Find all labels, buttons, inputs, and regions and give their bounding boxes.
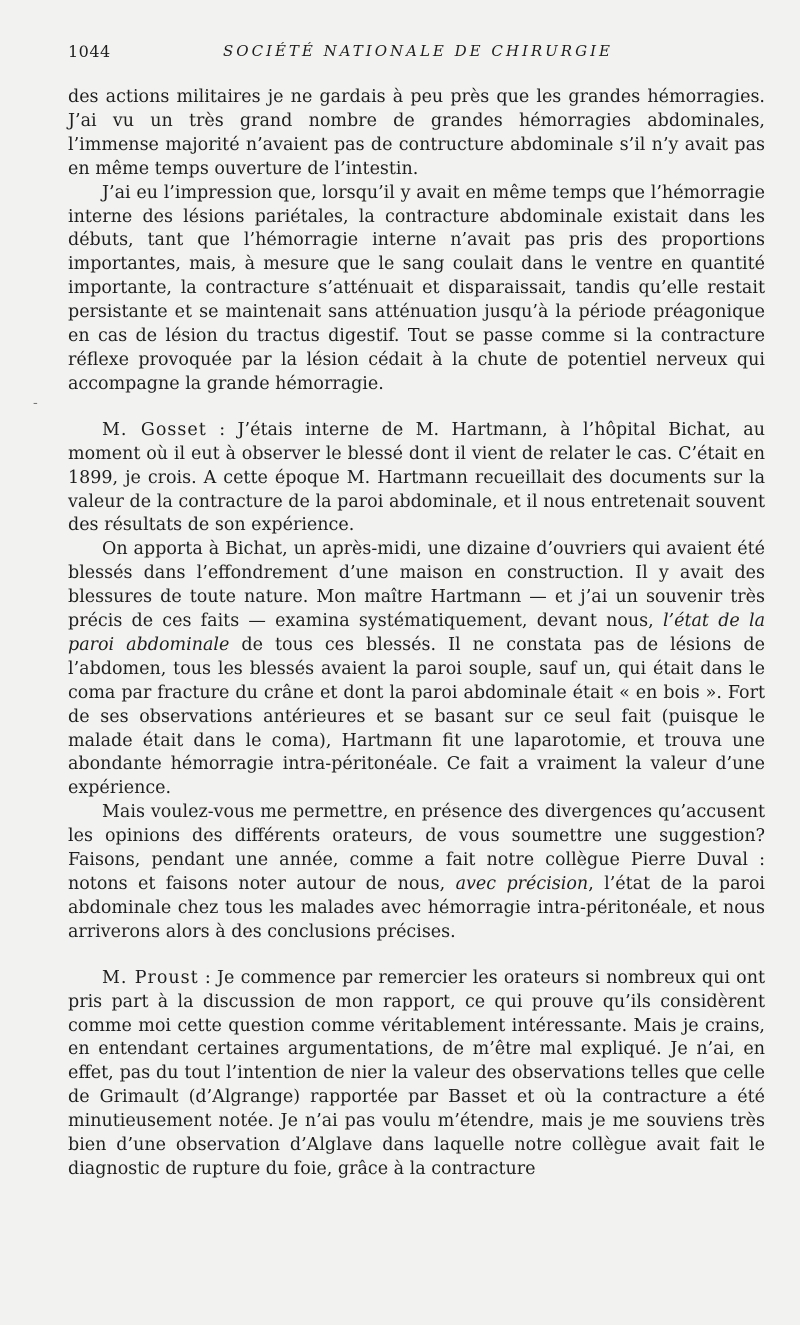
margin-dash: - — [33, 395, 38, 411]
speaker-gosset: M. Gosset — [102, 419, 207, 440]
page-number: 1044 — [68, 42, 111, 61]
paragraph-4-part-b: de tous ces blessés. Il ne constata pas de lésions de l’abdomen, tous les blessés avaient la paroi souple, sauf un, qui était dans le coma par fracture du crâne et dont la paroi abdominale était « en bois ». Fort de ses observations antérieures et se basant sur ce seul fait (puisque le malade était dans le coma), Hartmann fit une laparotomie, et trouva une abondante hémorragie intra-péritonéale. Ce fait a vraiment la valeur d’une expérience. — [68, 634, 765, 799]
paragraph-5 — [68, 801, 765, 944]
paragraph-4 — [68, 538, 765, 801]
paragraph-4-emphasis: l’état de la paroi abdominale — [68, 611, 766, 655]
gosset-text: : J’étais interne de M. Hartmann, à l’hôpital Bichat, au moment où il eut à observer le blessé dont il vient de relater le cas. C’était en 1899, je crois. A cette époque M. Hartmann recueillait des documents sur la valeur de la contracture de la paroi abdominale, et il nous entretenait souvent des résultats de son expérience. — [68, 419, 765, 536]
paragraph-4-part-a: On apporta à Bichat, un après-midi, une dizaine d’ouvriers qui avaient été blessés dans l’effondrement d’une maison en construction. Il y avait des blessures de toute nature. Mon maître Hartmann — et j’ai un souvenir très précis de ces faits — examina systématiquement, devant nous, — [68, 539, 765, 632]
speaker-proust: M. Proust — [102, 967, 199, 988]
proust-text: : Je commence par remercier les orateurs si nombreux qui ont pris part à la discussion de mon rapport, ce qui prouve qu’ils considèrent comme moi cette question comme véritablement intéressante. Mais je crains, en entendant certaines argumentations, de m’être mal expliqué. Je n’ai, en effet, pas du tout l’intention de nier la valeur des observations telles que celle de Grimault (d’Algrange) rapportée par Basset et où la contracture a été minutieusement notée. Je n’ai pas voulu m’étendre, mais je me souviens très bien d’une observation d’Alglave dans laquelle notre collègue avait fait le diagnostic de rupture du foie, grâce à la contracture — [68, 967, 766, 1179]
running-head: SOCIÉTÉ NATIONALE DE CHIRURGIE — [223, 42, 613, 60]
paragraph-1: des actions militaires je ne gardais à peu près que les grandes hémorragies. J’ai vu un très grand nombre de grandes hémorragies abdominales, l’immense majorité n’avaient pas de contructure abdominale s’il n’y avait pas en même temps ouverture de l’intestin. — [68, 87, 765, 179]
paragraph-2: J’ai eu l’impression que, lorsqu’il y avait en même temps que l’hémorragie interne des lésions pariétales, la contracture abdominale existait dans les débuts, tant que l’hémorragie interne n’avait pas pris des proportions importantes, mais, à mesure que le sang coulait dans le ventre en quantité importante, la contracture s’atténuait et disparaissait, tandis qu’elle restait persistante et se maintenait sans atténuation jusqu’à la période préagonique en cas de lésion du tractus digestif. Tout se passe comme si la contracture réflexe provoquée par la lésion cédait à la chute de potentiel nerveux qui accompagne la grande hémorragie. — [68, 182, 765, 394]
paragraph-5-part-a: Mais voulez-vous me permettre, en présence des divergences qu’accusent les opinions des différents orateurs, de vous soumettre une suggestion? Faisons, pendant une année, comme a fait notre collègue Pierre Duval : notons et faisons noter autour de nous, — [68, 802, 765, 894]
paragraph-gosset — [68, 419, 765, 539]
body-text — [68, 86, 765, 1182]
page-header — [68, 42, 768, 64]
paragraph-5-emphasis: avec précision — [455, 874, 589, 894]
paragraph-proust — [68, 967, 765, 1182]
paragraph-5-part-b: , l’état de la paroi abdominale chez tous les malades avec hémorragie intra-péritonéale, et nous arriverons alors à des conclusions précises. — [68, 874, 766, 942]
